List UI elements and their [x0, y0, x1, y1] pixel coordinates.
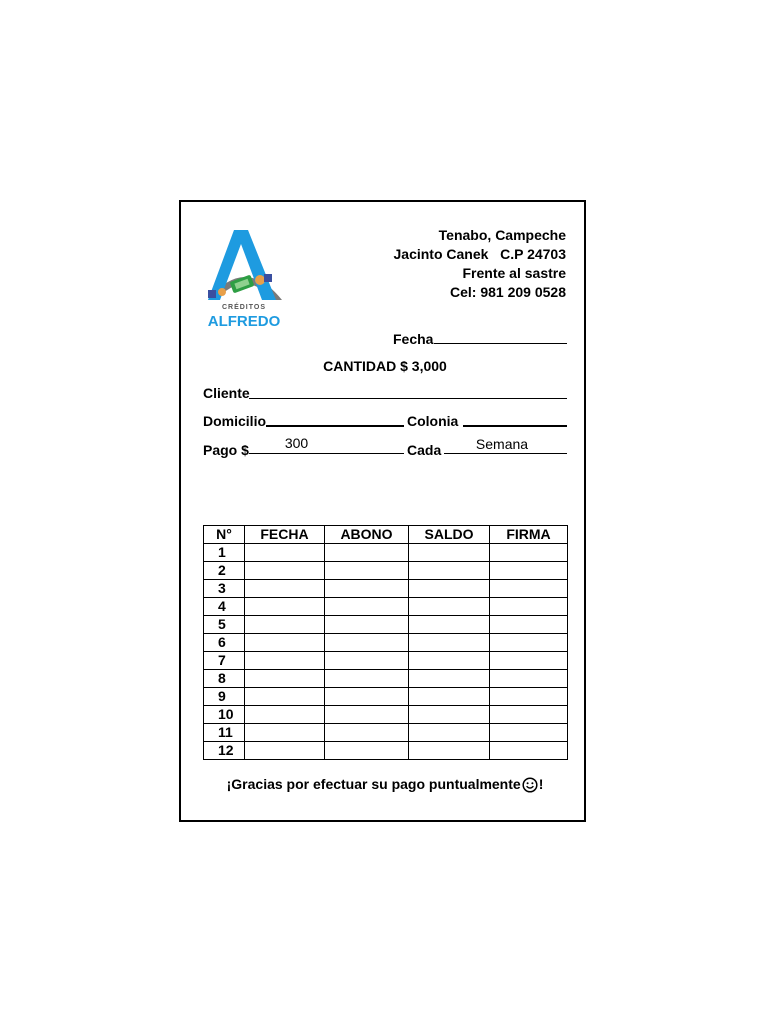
fecha-cell[interactable] [245, 598, 325, 616]
fecha-label: Fecha [393, 331, 434, 347]
fecha-cell[interactable] [245, 742, 325, 760]
abono-cell[interactable] [325, 634, 409, 652]
row-number: 3 [204, 580, 245, 598]
row-number: 5 [204, 616, 245, 634]
abono-cell[interactable] [325, 742, 409, 760]
firma-cell[interactable] [490, 634, 568, 652]
firma-cell[interactable] [490, 742, 568, 760]
header-fecha: FECHA [245, 526, 325, 544]
table-row [204, 670, 568, 688]
sleeve-left-icon [208, 290, 216, 298]
table-row [204, 688, 568, 706]
firma-cell[interactable] [490, 562, 568, 580]
firma-cell[interactable] [490, 670, 568, 688]
header-saldo: SALDO [409, 526, 490, 544]
header-numero: N° [204, 526, 245, 544]
abono-cell[interactable] [325, 562, 409, 580]
firma-cell[interactable] [490, 688, 568, 706]
fecha-cell[interactable] [245, 688, 325, 706]
cliente-label: Cliente [203, 385, 250, 401]
saldo-cell[interactable] [409, 724, 490, 742]
row-number: 11 [204, 724, 245, 742]
abono-cell[interactable] [325, 652, 409, 670]
saldo-cell[interactable] [409, 688, 490, 706]
saldo-cell[interactable] [409, 562, 490, 580]
table-row [204, 634, 568, 652]
cada-field[interactable] [444, 453, 567, 454]
phone-number: Cel: 981 209 0528 [450, 284, 566, 300]
table-row [204, 562, 568, 580]
ledger-header-row [204, 526, 568, 544]
saldo-cell[interactable] [409, 544, 490, 562]
fecha-cell[interactable] [245, 634, 325, 652]
firma-cell[interactable] [490, 580, 568, 598]
logo-name: ALFREDO [207, 313, 281, 330]
fecha-cell[interactable] [245, 652, 325, 670]
fecha-cell[interactable] [245, 580, 325, 598]
fecha-field[interactable] [434, 343, 567, 344]
firma-cell[interactable] [490, 598, 568, 616]
row-number: 9 [204, 688, 245, 706]
table-row [204, 724, 568, 742]
saldo-cell[interactable] [409, 670, 490, 688]
cliente-field[interactable] [249, 398, 567, 399]
abono-cell[interactable] [325, 544, 409, 562]
abono-cell[interactable] [325, 724, 409, 742]
fecha-cell[interactable] [245, 544, 325, 562]
fecha-cell[interactable] [245, 562, 325, 580]
colonia-field[interactable] [463, 425, 567, 427]
thanks-exclamation: ! [538, 776, 544, 792]
pago-value: 300 [284, 435, 309, 451]
row-number: 8 [204, 670, 245, 688]
saldo-cell[interactable] [409, 652, 490, 670]
saldo-cell[interactable] [409, 616, 490, 634]
row-number: 1 [204, 544, 245, 562]
address-line-3: Frente al sastre [462, 265, 566, 281]
row-number: 4 [204, 598, 245, 616]
table-row [204, 616, 568, 634]
abono-cell[interactable] [325, 580, 409, 598]
pago-label: Pago $ [203, 442, 249, 458]
firma-cell[interactable] [490, 544, 568, 562]
address-line-1: Tenabo, Campeche [438, 227, 566, 243]
cada-label: Cada [407, 442, 442, 458]
row-number: 6 [204, 634, 245, 652]
fecha-cell[interactable] [245, 724, 325, 742]
table-row [204, 706, 568, 724]
abono-cell[interactable] [325, 688, 409, 706]
fecha-cell[interactable] [245, 706, 325, 724]
header-abono: ABONO [325, 526, 409, 544]
thanks-text: ¡Gracias por efectuar su pago puntualmente [226, 776, 521, 792]
firma-cell[interactable] [490, 652, 568, 670]
fecha-cell[interactable] [245, 670, 325, 688]
table-row [204, 598, 568, 616]
row-number: 10 [204, 706, 245, 724]
hand-right-icon [255, 275, 265, 285]
abono-cell[interactable] [325, 670, 409, 688]
saldo-cell[interactable] [409, 634, 490, 652]
row-number: 12 [204, 742, 245, 760]
firma-cell[interactable] [490, 706, 568, 724]
saldo-cell[interactable] [409, 706, 490, 724]
row-number: 7 [204, 652, 245, 670]
saldo-cell[interactable] [409, 598, 490, 616]
row-number: 2 [204, 562, 245, 580]
abono-cell[interactable] [325, 598, 409, 616]
address-line-2: Jacinto Canek C.P 24703 [393, 246, 566, 262]
smiley-face-icon [522, 777, 538, 793]
header-firma: FIRMA [490, 526, 568, 544]
logo-subtitle: CRÉDITOS [221, 304, 267, 311]
firma-cell[interactable] [490, 724, 568, 742]
sleeve-right-icon [264, 274, 272, 282]
colonia-label: Colonia [407, 413, 459, 429]
payment-ledger-table [203, 525, 568, 760]
hand-left-icon [218, 288, 226, 296]
domicilio-field[interactable] [266, 425, 404, 427]
firma-cell[interactable] [490, 616, 568, 634]
cada-value: Semana [475, 436, 529, 452]
cantidad-heading: CANTIDAD $ 3,000 [323, 358, 447, 374]
abono-cell[interactable] [325, 706, 409, 724]
saldo-cell[interactable] [409, 742, 490, 760]
saldo-cell[interactable] [409, 580, 490, 598]
abono-cell[interactable] [325, 616, 409, 634]
table-row [204, 652, 568, 670]
table-row [204, 742, 568, 760]
table-row [204, 580, 568, 598]
domicilio-label: Domicilio [203, 413, 267, 429]
fecha-cell[interactable] [245, 616, 325, 634]
table-row [204, 544, 568, 562]
pago-field[interactable] [249, 453, 404, 454]
thanks-message [203, 776, 567, 793]
